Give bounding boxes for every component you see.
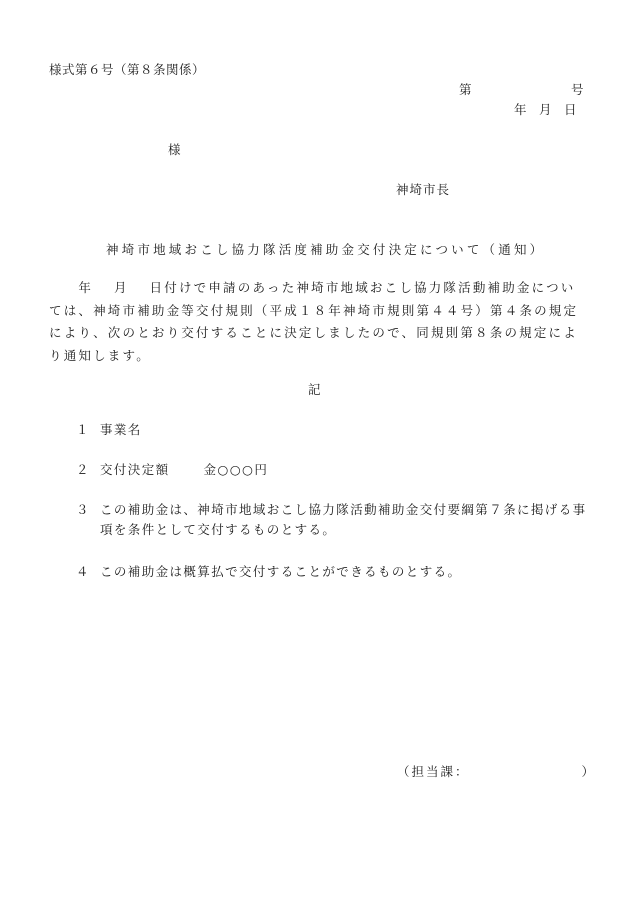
body-line-4: り通知します。 [49, 347, 151, 363]
list-item [76, 562, 461, 580]
date-line: 年 月 日 [514, 102, 577, 117]
document-number-suffix: 号 [571, 82, 584, 97]
body-line-1: 年 月 日付けで申請のあった神埼市地域おこし協力隊活動補助金につい [49, 280, 576, 295]
contact-open: （担当課： [397, 764, 470, 779]
item-text: 事業名 [100, 422, 142, 437]
document-title: 神埼市地域おこし協力隊活度補助金交付決定について（通知） [106, 242, 546, 257]
body-line-3: により、次のとおり交付することに決定しましたので、同規則第８条の規定によ [49, 325, 578, 340]
grant-amount: 金○○○円 [203, 462, 269, 477]
item-number: ２ [76, 462, 90, 477]
body-line-2: ては、神埼市補助金等交付規則（平成１８年神埼市規則第４４号）第４条の規定 [49, 302, 579, 318]
item-text: この補助金は、神埼市地域おこし協力隊活動補助金交付要綱第７条に掲げる事 [100, 502, 587, 517]
contact-department [397, 762, 596, 780]
recipient-honorific: 様 [168, 142, 181, 157]
item-number: ３ [76, 502, 90, 517]
list-item [76, 420, 142, 438]
item-text: この補助金は概算払で交付することができるものとする。 [100, 564, 462, 579]
item-number: １ [76, 422, 90, 437]
document-number-prefix: 第 [459, 82, 472, 97]
item-number: ４ [76, 564, 90, 579]
item-text-continued: 項を条件として交付するものとする。 [100, 522, 337, 537]
item-text: 交付決定額 [100, 462, 170, 477]
list-item [76, 460, 268, 478]
contact-close: ） [581, 764, 597, 779]
form-number: 様式第６号（第８条関係） [49, 62, 206, 77]
body-paragraph [49, 277, 587, 367]
ki-heading: 記 [308, 382, 321, 397]
list-item [76, 500, 587, 540]
sender-name: 神埼市長 [396, 182, 451, 197]
